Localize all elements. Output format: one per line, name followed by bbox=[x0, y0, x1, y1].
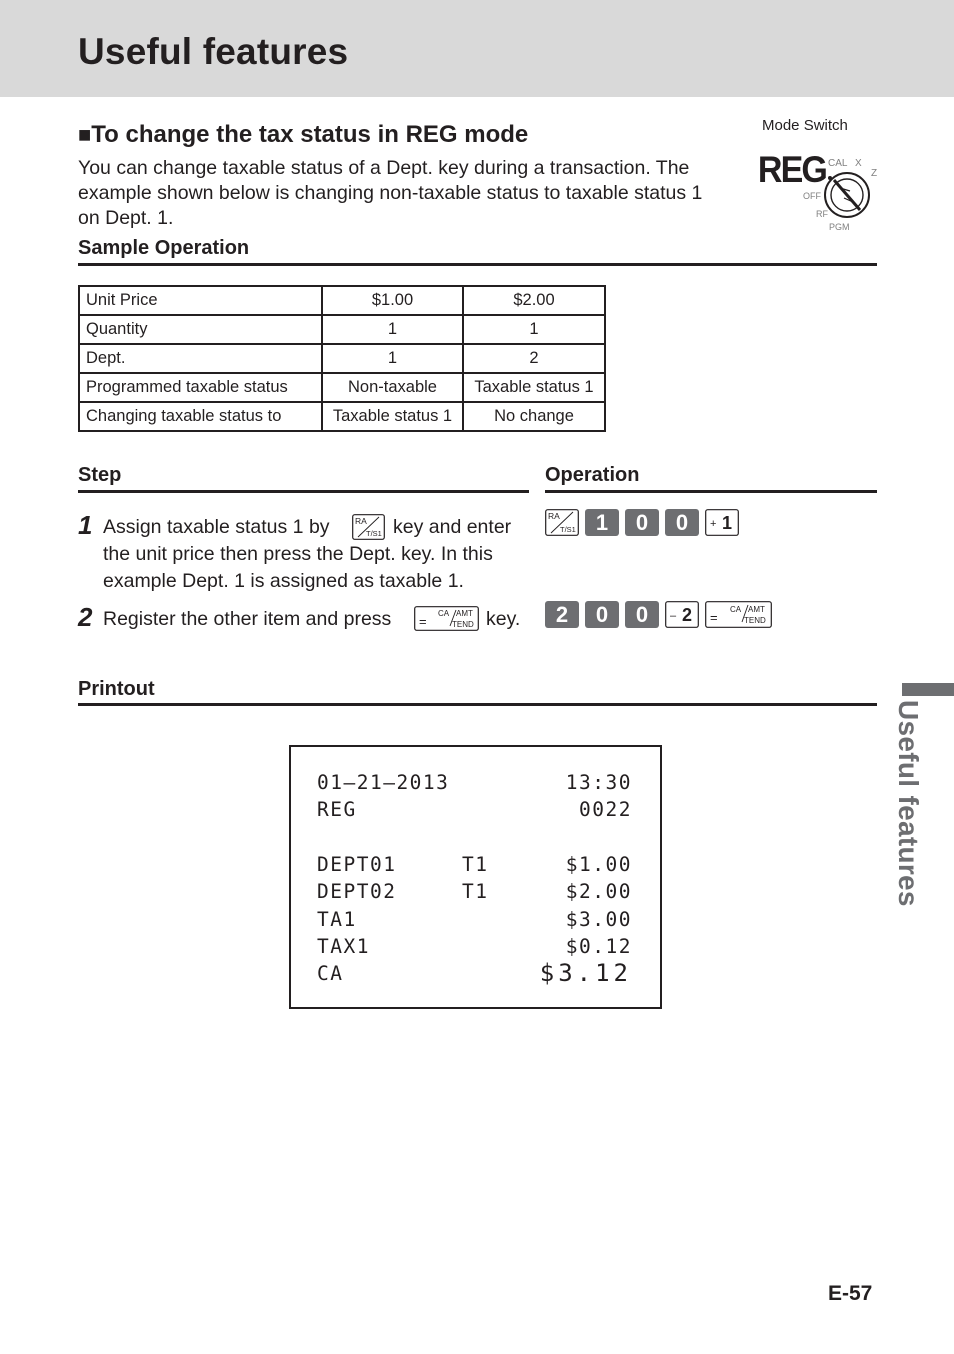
mode-reg-label: REG bbox=[757, 148, 827, 191]
svg-text:1: 1 bbox=[722, 513, 733, 533]
table-cell: $2.00 bbox=[463, 286, 605, 315]
svg-text:T/S1: T/S1 bbox=[366, 529, 382, 538]
svg-text:CA: CA bbox=[730, 605, 742, 614]
operation-1-keys bbox=[545, 509, 739, 536]
printout-rule bbox=[78, 703, 877, 706]
mode-pos-rf: RF bbox=[816, 209, 828, 219]
sample-table bbox=[78, 285, 606, 432]
step-1-after: key and enter bbox=[393, 516, 512, 538]
operation-heading: Operation bbox=[545, 464, 640, 486]
receipt-line: REG 0022 bbox=[317, 798, 632, 821]
mode-pos-z: Z bbox=[871, 168, 878, 179]
intro-text: You can change taxable status of a Dept. key during a transaction. The example shown below is changing non-taxable status to taxable status 1 on Dept. 1. bbox=[78, 157, 703, 229]
side-tab-marker bbox=[902, 683, 954, 696]
digit-key: 0 bbox=[625, 601, 659, 628]
digit-key: 1 bbox=[585, 509, 619, 536]
ra-ts1-key-icon bbox=[352, 514, 385, 540]
step-2-after: key. bbox=[486, 608, 521, 630]
operation-rule bbox=[545, 490, 877, 493]
mode-switch-icon bbox=[756, 144, 881, 236]
operation-2-keys bbox=[545, 601, 772, 628]
mode-pos-pgm: PGM bbox=[829, 222, 850, 232]
svg-text:RA: RA bbox=[548, 511, 560, 521]
table-cell: No change bbox=[463, 402, 605, 431]
svg-text:AMT: AMT bbox=[748, 605, 765, 614]
ca-amt-tend-key-icon bbox=[705, 601, 772, 628]
square-bullet-icon: ■ bbox=[78, 122, 92, 147]
page-title: Useful features bbox=[78, 31, 349, 72]
dept1-key-icon bbox=[705, 509, 739, 536]
svg-text:+: + bbox=[710, 518, 717, 530]
table-row bbox=[79, 402, 605, 431]
mode-pos-off: OFF bbox=[803, 191, 821, 201]
table-cell: Quantity bbox=[79, 315, 322, 344]
receipt-line: DEPT02 T1 $2.00 bbox=[317, 880, 632, 903]
table-row bbox=[79, 344, 605, 373]
table-cell: 1 bbox=[322, 344, 463, 373]
svg-text:CA: CA bbox=[438, 609, 450, 618]
svg-text:TEND: TEND bbox=[744, 616, 766, 625]
digit-key: 0 bbox=[625, 509, 659, 536]
printout-heading: Printout bbox=[78, 678, 155, 700]
svg-text:RA: RA bbox=[355, 516, 367, 526]
mode-pos-cal: CAL bbox=[828, 158, 848, 169]
receipt-line: TA1 $3.00 bbox=[317, 908, 632, 931]
receipt-total-line: CA $3.12 bbox=[317, 959, 632, 987]
ra-ts1-key-icon bbox=[545, 509, 579, 536]
table-cell: Unit Price bbox=[79, 286, 322, 315]
step-1-rest: the unit price then press the Dept. key. In this example Dept. 1 is assigned as taxable 1. bbox=[103, 543, 493, 592]
svg-text:=: = bbox=[710, 610, 718, 625]
dept2-key-icon bbox=[665, 601, 699, 628]
svg-text:T/S1: T/S1 bbox=[560, 525, 576, 534]
step-2-before: Register the other item and press bbox=[103, 608, 392, 630]
mode-pos-x: X bbox=[855, 158, 862, 169]
receipt bbox=[289, 745, 662, 1009]
svg-text:TEND: TEND bbox=[452, 620, 474, 629]
step-heading: Step bbox=[78, 464, 122, 486]
mode-switch-label: Mode Switch bbox=[762, 117, 848, 134]
sample-rule bbox=[78, 263, 877, 266]
step-2-number: 2 bbox=[78, 602, 93, 632]
svg-text:–: – bbox=[670, 610, 677, 622]
table-cell: Changing taxable status to bbox=[79, 402, 322, 431]
table-row bbox=[79, 286, 605, 315]
svg-text:=: = bbox=[419, 614, 427, 629]
receipt-line: TAX1 $0.12 bbox=[317, 935, 632, 958]
page-number: E-57 bbox=[828, 1282, 873, 1305]
svg-text:2: 2 bbox=[682, 605, 693, 625]
section-title-text: To change the tax status in REG mode bbox=[91, 121, 529, 148]
table-cell: 1 bbox=[322, 315, 463, 344]
table-cell: 1 bbox=[463, 315, 605, 344]
digit-key: 2 bbox=[545, 601, 579, 628]
digit-key: 0 bbox=[585, 601, 619, 628]
svg-text:AMT: AMT bbox=[456, 609, 473, 618]
step-1-before: Assign taxable status 1 by bbox=[103, 516, 330, 538]
table-cell: 2 bbox=[463, 344, 605, 373]
receipt-line: 01–21–2013 13:30 bbox=[317, 771, 632, 794]
table-cell: $1.00 bbox=[322, 286, 463, 315]
table-row bbox=[79, 373, 605, 402]
step-rule bbox=[78, 490, 529, 493]
table-row bbox=[79, 315, 605, 344]
table-cell: Programmed taxable status bbox=[79, 373, 322, 402]
side-tab-label: Useful features bbox=[893, 700, 924, 907]
section-title bbox=[78, 121, 528, 149]
digit-key: 0 bbox=[665, 509, 699, 536]
step-1-number: 1 bbox=[78, 510, 93, 540]
table-cell: Taxable status 1 bbox=[463, 373, 605, 402]
receipt-line: DEPT01 T1 $1.00 bbox=[317, 853, 632, 876]
table-cell: Dept. bbox=[79, 344, 322, 373]
ca-amt-tend-key-icon bbox=[414, 606, 479, 631]
sample-heading: Sample Operation bbox=[78, 237, 250, 259]
table-cell: Taxable status 1 bbox=[322, 402, 463, 431]
table-cell: Non-taxable bbox=[322, 373, 463, 402]
